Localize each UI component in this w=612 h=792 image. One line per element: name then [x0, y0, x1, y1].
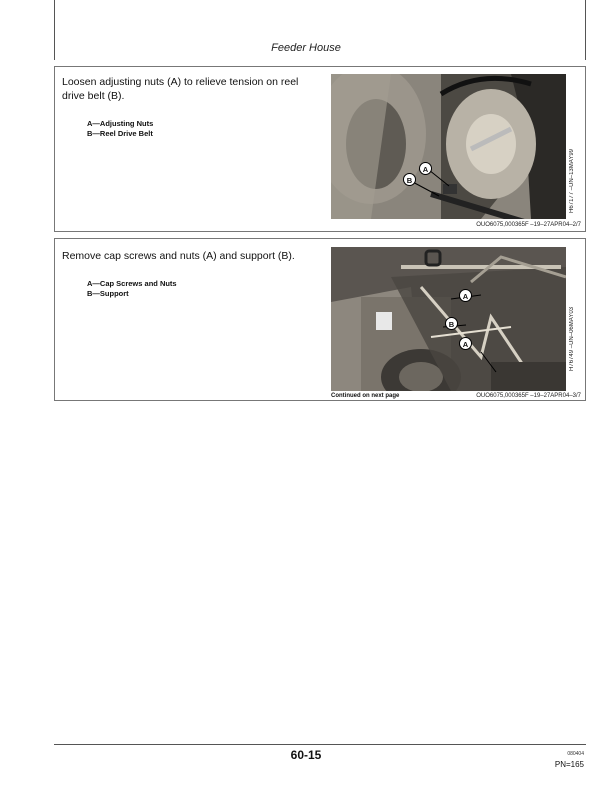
step-2-photo [331, 247, 566, 391]
step-2-legend [87, 279, 177, 299]
step-2-legend-b: B—Support [87, 289, 129, 298]
step-2-legend-a: A—Cap Screws and Nuts [87, 279, 177, 288]
step-2-reference: OUO6075,000365F –19–27APR04–3/7 [476, 393, 581, 399]
step-1-reference: OUO6075,000365F –19–27APR04–2/7 [476, 222, 581, 228]
step-1-legend-a: A—Adjusting Nuts [87, 119, 154, 128]
step-1-figure-id: H67177 –UN–13MAY99 [569, 149, 575, 213]
step-2-box [54, 238, 586, 401]
page-number: 60-15 [290, 748, 322, 762]
section-title: Feeder House [271, 42, 341, 54]
step-1-photo-graphic [331, 74, 566, 219]
step-2-callout-b: B [445, 317, 458, 330]
continued-note: Continued on next page [331, 393, 400, 399]
footer-date-code: 080404 [567, 751, 584, 757]
step-2-callout-a-upper: A [459, 289, 472, 302]
footer-rule [54, 744, 586, 745]
step-2-figure-id: H76749 –UN–06MAY03 [569, 307, 575, 371]
step-1-photo [331, 74, 566, 219]
step-1-callout-b: B [403, 173, 416, 186]
step-1-callout-a: A [419, 162, 432, 175]
step-2-instruction: Remove cap screws and nuts (A) and support (B). [62, 250, 295, 262]
step-1-legend-b: B—Reel Drive Belt [87, 129, 153, 138]
step-1-box [54, 66, 586, 232]
step-2-callout-a-lower: A [459, 337, 472, 350]
step-1-legend [87, 119, 153, 139]
step-1-instruction: Loosen adjusting nuts (A) to relieve tension on reel drive belt (B). [62, 76, 299, 102]
footer-pn: PN=165 [554, 760, 584, 769]
